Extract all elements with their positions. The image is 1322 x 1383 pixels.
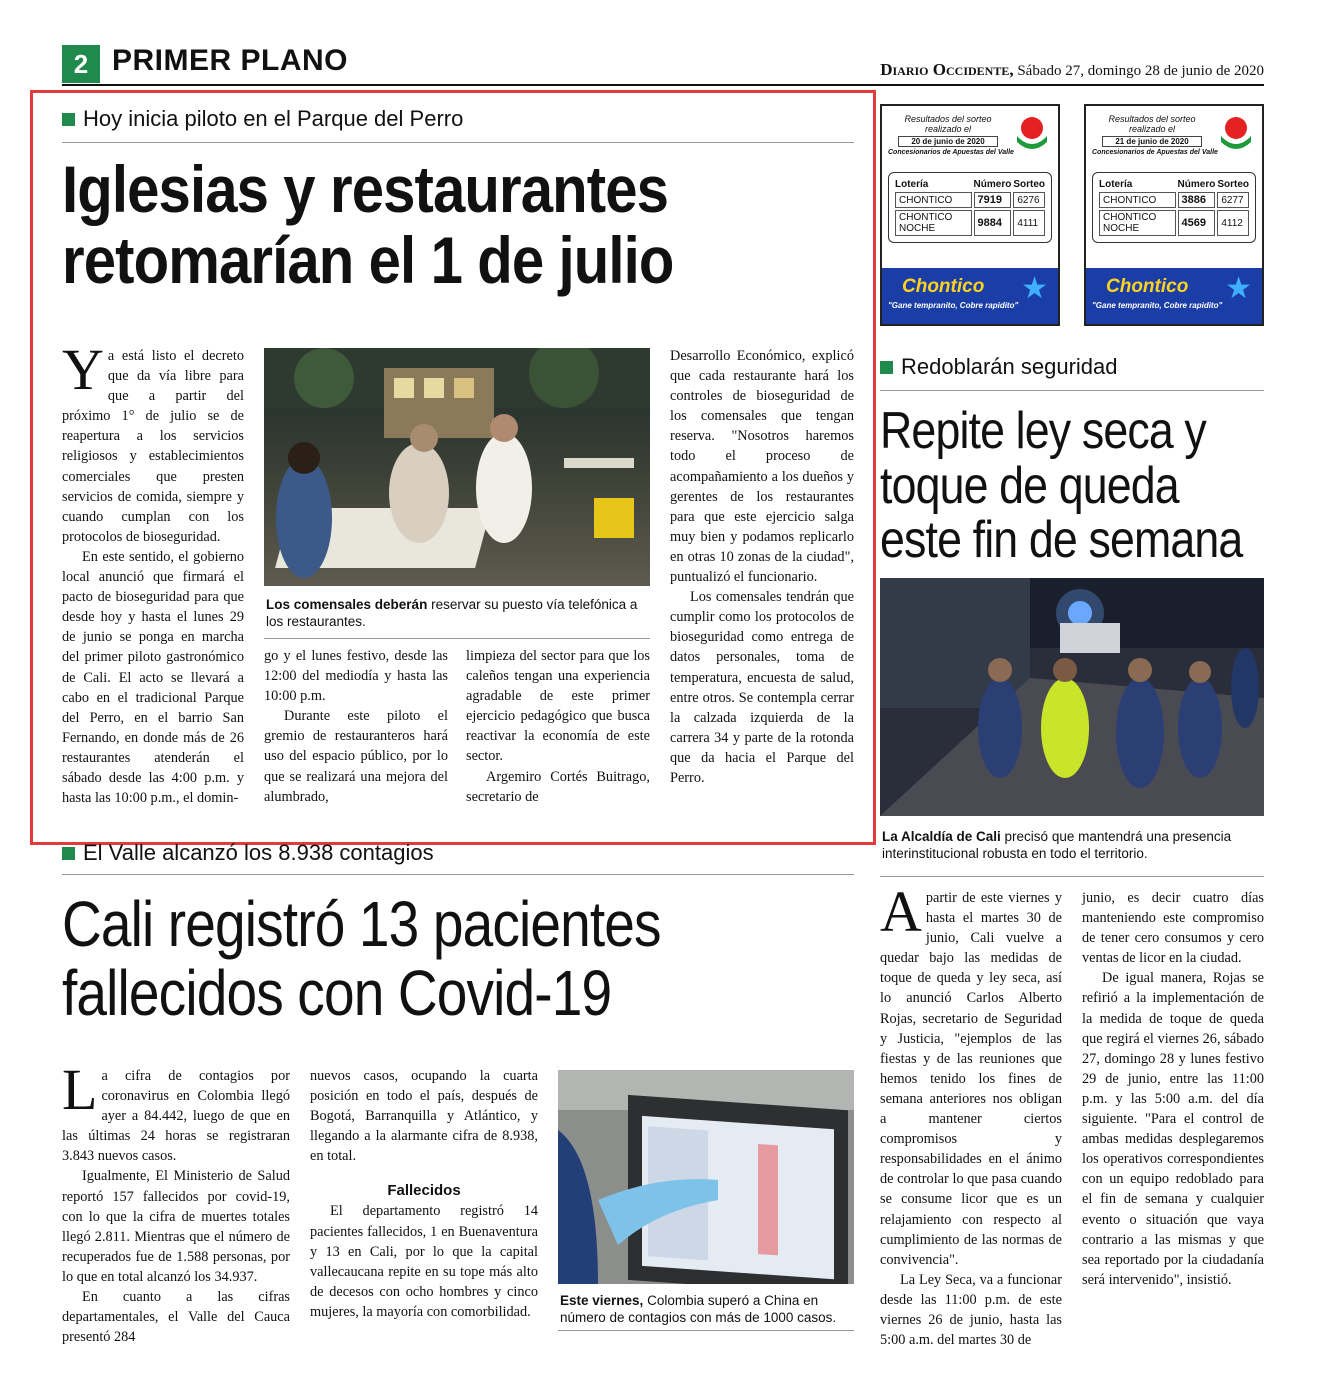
article1-col1-p1: a está listo el decreto que da vía libre para que a partir del próximo 1° de julio se de reapertura a los servicios religiosos y establecimientos comerciales que presten servicios de comida, siempre y cuando cumplan con los protocolos de bioseguridad.: [62, 348, 244, 545]
lottery-2-brand: Chontico: [1106, 276, 1189, 297]
lottery-2-r2-number: 4569: [1178, 210, 1216, 236]
article3-kicker-rule: [62, 874, 854, 875]
article2-col2: [1082, 888, 1264, 1290]
article2-kicker-text: Redoblarán seguridad: [901, 354, 1118, 379]
article1-col4-p2: Los comensales tendrán que cumplir como los protocolos de bioseguridad como entrega de datos personales, toma de temperatura, encuesta de salud, entre otros. Se contempla cerrar la calzada izquierda de la carrera 34 y parte de la rotonda que da hacia el Parque del Perro.: [670, 589, 854, 786]
lottery-1-org: Concesionarios de Apuestas del Valle: [888, 149, 1014, 156]
article3-caption: [560, 1292, 856, 1326]
article3-headline: [62, 890, 853, 1028]
article3-col2-p2: El departamento registró 14 pacientes fallecidos, 1 en Buenaventura y 13 en Cali, por lo que la capital vallecaucana repite en su tope más alto de decesos con ocho hombres y cinco mujeres, la mayoría con comorbilidad.: [310, 1203, 538, 1320]
lottery-1-slogan: "Gane tempranito, Cobre rapidito": [888, 301, 1019, 310]
covid-lab-photo: [558, 1070, 854, 1284]
lottery-1-r2-number: 9884: [974, 210, 1012, 236]
article1-col3-p1: limpieza del sector para que los caleños tengan una experiencia agradable de este primer ejercicio pedagógico que busca reactivar la economía de este sector.: [466, 648, 650, 765]
article3-caption-text: Colombia superó a China en número de contagios con más de 1000 casos.: [560, 1293, 837, 1325]
article1-col2-p2: Durante este piloto el gremio de restauranteros hará uso del espacio público, por lo que se realizará una mejora del alumbrado,: [264, 708, 448, 805]
article3-col1-p2: Igualmente, El Ministerio de Salud reportó 157 fallecidos por covid-19, con lo que la cifra de muertes totales llegó 2.811. Mientras que el número de recuperados fue de 1.588 personas, por lo que en total alcanzó los 34.937.: [62, 1168, 290, 1285]
article3-caption-bold: Este viernes,: [560, 1293, 644, 1308]
article3-col2-p1: nuevos casos, ocupando la cuarta posición en todo el país, después de Bogotá, Barranquilla y Atlántico, y llegando a la alarmante cifra de 8.938, en total.: [310, 1068, 538, 1165]
article2-headline-line1: Repite ley seca y: [880, 402, 1206, 460]
article2-col1: [880, 879, 1062, 1350]
article3-col1-p1: a cifra de contagios por coronavirus en Colombia llegó ayer a 84.442, luego de que en las últimas 24 horas se registraran 3.843 nuevos casos.: [62, 1068, 290, 1165]
article2-caption-text: precisó que mantendrá una presencia interinstitucional robusta en todo el territorio.: [882, 829, 1232, 861]
article1-kicker-text: Hoy inicia piloto en el Parque del Perro: [83, 106, 464, 131]
lottery-1-h3: Sorteo: [1013, 179, 1045, 190]
article2-headline: [880, 404, 1258, 568]
article3-subhead: Fallecidos: [387, 1182, 461, 1200]
article2-caption-rule: [880, 876, 1264, 877]
lottery-2-h1: Lotería: [1099, 179, 1133, 190]
lottery-1-r1-draw: 6276: [1013, 192, 1045, 208]
article1-col1-p2: En este sentido, el gobierno local anunció que firmará el pacto de bioseguridad para que desde hoy y hasta el lunes 29 de junio se ponga en marcha del primer piloto gastronómico de Cali. El acto se llevará a cabo en el tradicional Parque del Perro, en el barrio San Fernando, en donde más de 26 restaurantes atenderán el sábado desde las 4:00 p.m. y hasta las 10:00 p.m., el domin-: [62, 548, 244, 807]
lottery-2-r1-number: 3886: [1178, 192, 1216, 208]
section-title: PRIMER PLANO: [112, 44, 349, 77]
article2-caption: [882, 828, 1264, 862]
lottery-1-r1-number: 7919: [974, 192, 1012, 208]
lottery-box-1: [880, 104, 1060, 326]
header-rule: [62, 84, 1264, 86]
lottery-1-label: Resultados del sorteo realizado el: [904, 114, 992, 134]
article2-col1-p1: partir de este viernes y hasta el martes 30 de junio, Cali vuelve a quedar bajo las medidas de toque de queda y ley seca, así lo anunció Carlos Alberto Rojas, secretario de Seguridad y Justicia, "ejemplos de las fiestas y de las reuniones que hemos tenido los fines de semana anteriores nos obligan a mantener ciertos compromisos y responsabilidades en el ánimo de controlar lo que pasa cuando se consume licor que es un relajamiento con respecto al cumplimiento de las normas de convivencia".: [880, 890, 1062, 1268]
article2-col2-p2: De igual manera, Rojas se refirió a la implementación de la medida de toque de queda que regirá el viernes 26, sábado 27, domingo 28 y lunes festivo 29 de junio, entre las 11:00 p.m. y las 5:00 a.m. del día siguiente. "Para el control de ambas medidas desplegaremos los operativos correspondientes con un equipo redoblado para el fin de semana y cualquier evento o situación que vaya contrario a las mismas y que sea reportado por la ciudadanía será intervenido", insistió.: [1082, 970, 1264, 1288]
lottery-1-logo-icon: [1012, 112, 1052, 152]
lottery-2-org: Concesionarios de Apuestas del Valle: [1092, 149, 1218, 156]
article3-dropcap: L: [62, 1057, 98, 1122]
article3-kicker-text: El Valle alcanzó los 8.938 contagios: [83, 840, 434, 865]
article1-col4-p1: Desarrollo Económico, explicó que cada restaurante hará los controles de bioseguridad de los comensales que tengan reserva. "Nosotros haremos todo el proceso de acompañamiento a los dueños y gerentes de los restaurantes para que este ejercicio salga muy bien y podamos replicarlo en otras 10 zonas de la ciudad", puntualizó el funcionario.: [670, 348, 854, 586]
masthead-brand: Diario Occidente,: [880, 60, 1014, 79]
article1-headline-line2: retomarían el 1 de julio: [62, 223, 674, 298]
article1-col2-p1: go y el lunes festivo, desde las 12:00 del mediodía y hasta las 10:00 p.m.: [264, 648, 448, 705]
lottery-2-label: Resultados del sorteo realizado el: [1108, 114, 1196, 134]
article2-headline-line3: este fin de semana: [880, 511, 1243, 570]
page-number: 2: [62, 45, 100, 83]
lottery-2-h3: Sorteo: [1217, 179, 1249, 190]
masthead: [880, 60, 1264, 80]
article2-headline-line2: toque de queda: [880, 456, 1179, 515]
police-photo: [880, 578, 1264, 816]
article3-kicker: [62, 840, 434, 866]
lottery-2-date: 21 de junio de 2020: [1102, 136, 1202, 147]
lottery-1-results: [888, 172, 1052, 243]
lottery-2-r2-draw: 4112: [1217, 210, 1249, 236]
lottery-2-r1-name: CHONTICO: [1099, 192, 1176, 208]
article1-caption-text: reservar su puesto vía telefónica a los restaurantes.: [266, 597, 638, 629]
article2-caption-bold: La Alcaldía de Cali: [882, 829, 1001, 844]
lottery-1-h2: Número: [973, 179, 1012, 190]
lottery-2-table: [1097, 177, 1251, 238]
lottery-box-2: [1084, 104, 1264, 326]
lottery-2-h2: Número: [1177, 179, 1216, 190]
article1-caption-bold: Los comensales deberán: [266, 597, 428, 612]
article2-col1-p2: La Ley Seca, va a funcionar desde las 11:00 p.m. de este viernes 26 de junio, hasta las 5:00 a.m. del martes 30 de: [880, 1271, 1062, 1349]
article3-headline-line1: Cali registró 13 pacientes: [62, 888, 661, 960]
article2-dropcap: A: [880, 879, 922, 944]
lottery-1-banner: [882, 268, 1058, 324]
article3-col1: [62, 1057, 290, 1347]
masthead-date: Sábado 27, domingo 28 de junio de 2020: [1017, 63, 1264, 79]
lottery-2-logo-icon: [1216, 112, 1256, 152]
lottery-1-brand: Chontico: [902, 276, 985, 297]
highlight-frame: [30, 90, 876, 845]
kicker-square-icon: [62, 847, 75, 860]
lottery-2-r2-name: CHONTICO NOCHE: [1099, 210, 1176, 236]
kicker-square-icon: [880, 361, 893, 374]
lottery-2-banner: [1086, 268, 1262, 324]
article3-headline-line2: fallecidos con Covid-19: [62, 957, 612, 1030]
article1-dropcap: Y: [62, 337, 104, 402]
article3-col1-p3: En cuanto a las cifras departamentales, el Valle del Cauca presentó 284: [62, 1289, 290, 1346]
article1-col3-p2: Argemiro Cortés Buitrago, secretario de: [466, 768, 650, 805]
lottery-2-slogan: "Gane tempranito, Cobre rapidito": [1092, 301, 1223, 310]
lottery-2-star-icon: ★: [1225, 272, 1252, 305]
lottery-1-table: [893, 177, 1047, 238]
lottery-1-star-icon: ★: [1021, 272, 1048, 305]
article3-caption-rule: [558, 1330, 854, 1331]
lottery-1-r2-draw: 4111: [1013, 210, 1045, 236]
article2-kicker: [880, 354, 1118, 380]
article2-kicker-rule: [880, 390, 1264, 391]
article1-headline-line1: Iglesias y restaurantes: [62, 152, 669, 226]
article3-col2: [310, 1066, 538, 1322]
lottery-1-date: 20 de junio de 2020: [898, 136, 998, 147]
lottery-1-r1-name: CHONTICO: [895, 192, 972, 208]
lottery-1-r2-name: CHONTICO NOCHE: [895, 210, 972, 236]
lottery-2-results: [1092, 172, 1256, 243]
lottery-2-r1-draw: 6277: [1217, 192, 1249, 208]
lottery-1-h1: Lotería: [895, 179, 929, 190]
article2-col2-p1: junio, es decir cuatro días manteniendo este compromiso de tener cero consumos y cero ventas de licor en la ciudad.: [1082, 890, 1264, 967]
